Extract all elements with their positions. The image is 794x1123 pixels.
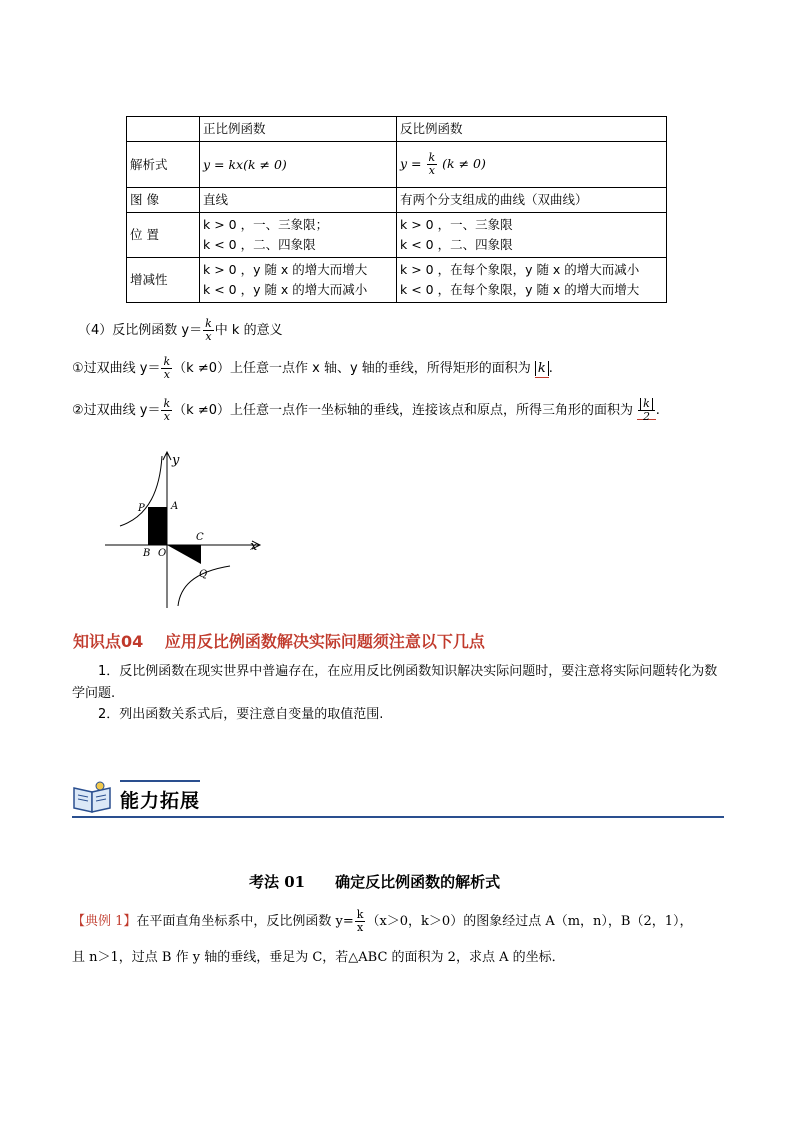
text: 在平面直角坐标系中，反比例函数 y= bbox=[136, 914, 354, 929]
formula-lhs: y = bbox=[400, 156, 422, 171]
table-cell bbox=[397, 258, 667, 303]
fraction bbox=[638, 398, 655, 423]
fraction-den: x bbox=[357, 921, 364, 934]
table-cell bbox=[397, 213, 667, 258]
row-label: 图 像 bbox=[127, 188, 200, 213]
table-header-cell bbox=[127, 117, 200, 142]
cell-line: k > 0 ，y 随 x 的增大而增大 bbox=[203, 262, 368, 277]
fraction bbox=[203, 318, 214, 343]
formula-rhs: (k ≠ 0) bbox=[442, 156, 486, 171]
cell-line: k > 0 ，一、三象限 bbox=[400, 217, 513, 232]
row-label: 位 置 bbox=[127, 213, 200, 258]
label-c: C bbox=[196, 532, 204, 543]
table-cell: 直线 bbox=[200, 188, 397, 213]
text: 中 k 的意义 bbox=[214, 323, 283, 338]
fraction-num: k bbox=[356, 908, 364, 921]
table-header-cell: 正比例函数 bbox=[200, 117, 397, 142]
book-icon bbox=[72, 780, 114, 814]
table-cell: 有两个分支组成的曲线（双曲线） bbox=[397, 188, 667, 213]
table-row bbox=[127, 188, 667, 213]
fraction bbox=[355, 909, 366, 934]
abs-k-value bbox=[535, 361, 549, 378]
knowledge-point-title: 知识点04 应用反比例函数解决实际问题须注意以下几点 bbox=[73, 632, 485, 651]
abs-value: k bbox=[535, 361, 549, 376]
cell-line: k < 0 ，二、四象限 bbox=[203, 237, 316, 252]
table-row bbox=[127, 213, 667, 258]
section-header bbox=[72, 776, 724, 820]
text: . bbox=[655, 403, 660, 418]
text: （k ≠0）上任意一点作 x 轴、y 轴的垂线，所得矩形的面积为 bbox=[173, 361, 531, 376]
text: . bbox=[548, 361, 553, 376]
text: ①过双曲线 y＝ bbox=[72, 361, 161, 376]
label-p: P bbox=[138, 503, 145, 514]
table-header-cell: 反比例函数 bbox=[397, 117, 667, 142]
label-o: O bbox=[158, 548, 167, 559]
table-row bbox=[127, 142, 667, 188]
comparison-table bbox=[126, 116, 667, 303]
label-a: A bbox=[171, 501, 179, 512]
meaning-item-1 bbox=[72, 356, 553, 381]
fraction-num: k bbox=[163, 355, 171, 368]
cell-line: k < 0 ，y 随 x 的增大而减小 bbox=[203, 282, 368, 297]
abs-value: k bbox=[640, 398, 653, 410]
knowledge-paragraph-2: 2．列出函数关系式后，要注意自变量的取值范围. bbox=[98, 707, 384, 722]
cell-line: k > 0 ，一、三象限； bbox=[203, 217, 329, 232]
fraction-den: x bbox=[205, 330, 212, 343]
cell-line: k < 0 ，在每个象限，y 随 x 的增大而增大 bbox=[400, 282, 640, 297]
text: （x＞0，k＞0）的图象经过点 A（m，n），B（2，1）， bbox=[366, 914, 693, 929]
header-top-line bbox=[120, 780, 200, 782]
cell-line: k < 0 ，二、四象限 bbox=[400, 237, 513, 252]
header-rule bbox=[72, 816, 724, 818]
fraction-den: x bbox=[163, 410, 170, 423]
direct-formula: y = kx(k ≠ 0) bbox=[200, 142, 397, 188]
method-title: 考法 01 确定反比例函数的解析式 bbox=[249, 873, 501, 891]
fraction bbox=[161, 356, 172, 381]
table-row bbox=[127, 258, 667, 303]
table-header-row bbox=[127, 117, 667, 142]
fraction bbox=[427, 152, 438, 177]
row-label: 解析式 bbox=[127, 142, 200, 188]
fraction-num: k bbox=[428, 151, 436, 164]
fraction-num: k bbox=[163, 397, 171, 410]
example-line-1 bbox=[72, 909, 693, 934]
shaded-triangle bbox=[167, 545, 201, 564]
row-label: 增减性 bbox=[127, 258, 200, 303]
example-tag: 【典例 1】 bbox=[72, 914, 137, 929]
fraction-num: k bbox=[205, 317, 212, 330]
knowledge-paragraph-1: 1．反比例函数在现实世界中普遍存在，在应用反比例函数知识解决实际问题时，要注意将实际问题转化为数学问题. bbox=[72, 664, 718, 701]
meaning-heading bbox=[78, 318, 283, 343]
hyperbola-figure bbox=[100, 448, 280, 613]
shaded-rectangle bbox=[148, 507, 167, 545]
section-title: 能力拓展 bbox=[120, 790, 201, 812]
label-x: x bbox=[250, 539, 258, 554]
text: （k ≠0）上任意一点作一坐标轴的垂线，连接该点和原点，所得三角形的面积为 bbox=[173, 403, 633, 418]
text: ②过双曲线 y＝ bbox=[72, 403, 161, 418]
label-y: y bbox=[172, 453, 180, 468]
inverse-formula bbox=[397, 142, 667, 188]
meaning-item-2 bbox=[72, 398, 660, 423]
example-line-2: 且 n＞1，过点 B 作 y 轴的垂线，垂足为 C，若△ABC 的面积为 2，求点 A 的坐标． bbox=[72, 950, 565, 965]
table-cell bbox=[200, 258, 397, 303]
fraction-den: 2 bbox=[642, 410, 650, 423]
label-q: Q bbox=[199, 569, 208, 580]
fraction-den: x bbox=[428, 164, 435, 177]
text: （4）反比例函数 y＝ bbox=[78, 323, 203, 338]
cell-line: k > 0 ，在每个象限，y 随 x 的增大而减小 bbox=[400, 262, 640, 277]
fraction-den: x bbox=[163, 368, 170, 381]
half-abs-k-value bbox=[637, 397, 656, 423]
label-b: B bbox=[143, 548, 151, 559]
table-cell bbox=[200, 213, 397, 258]
fraction bbox=[161, 398, 172, 423]
